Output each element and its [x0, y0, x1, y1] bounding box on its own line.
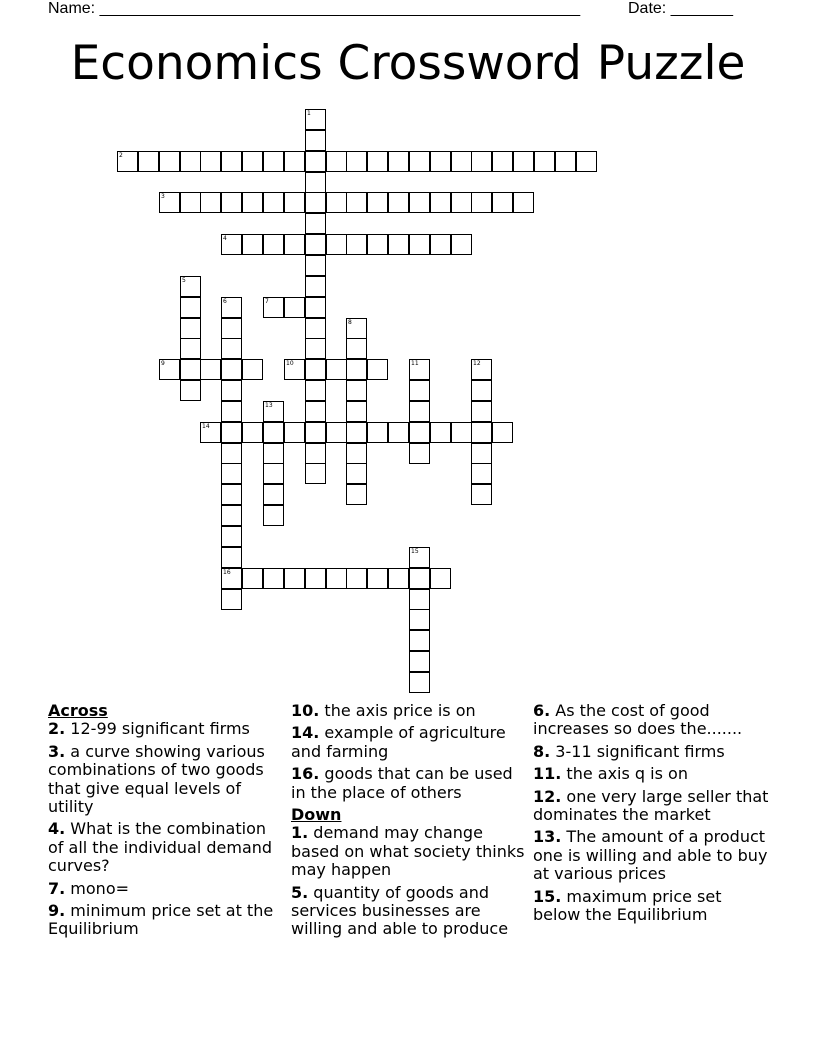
clue-item	[533, 788, 773, 825]
grid-cell[interactable]	[180, 359, 201, 380]
grid-cell[interactable]	[346, 380, 367, 401]
clue-number: 13	[265, 402, 273, 409]
clues-column-2	[291, 702, 526, 943]
grid-cell[interactable]	[117, 151, 138, 172]
grid-cell[interactable]	[242, 422, 263, 443]
clue-item-number: 14.	[291, 723, 320, 743]
clue-item-number: 15.	[533, 886, 562, 906]
grid-cell[interactable]	[409, 401, 430, 422]
grid-cell[interactable]	[346, 234, 367, 255]
grid-cell[interactable]	[513, 151, 534, 172]
grid-cell[interactable]	[326, 234, 347, 255]
grid-cell[interactable]	[471, 401, 492, 422]
grid-cell[interactable]	[305, 318, 326, 339]
grid-cell[interactable]	[346, 192, 367, 213]
grid-cell[interactable]	[159, 192, 180, 213]
grid-cell[interactable]	[305, 422, 326, 443]
grid-cell[interactable]	[326, 192, 347, 213]
grid-cell[interactable]	[409, 547, 430, 568]
grid-cell[interactable]	[180, 297, 201, 318]
clue-item	[291, 724, 526, 761]
clue-number: 1	[307, 110, 311, 117]
grid-cell[interactable]	[471, 443, 492, 464]
grid-cell[interactable]	[221, 422, 242, 443]
grid-cell[interactable]	[451, 234, 472, 255]
grid-cell[interactable]	[492, 192, 513, 213]
clue-number: 9	[161, 360, 165, 367]
grid-cell[interactable]	[263, 151, 284, 172]
grid-cell[interactable]	[284, 568, 305, 589]
grid-cell[interactable]	[221, 234, 242, 255]
grid-cell[interactable]	[409, 234, 430, 255]
grid-cell[interactable]	[409, 192, 430, 213]
grid-cell[interactable]	[284, 151, 305, 172]
grid-cell[interactable]	[263, 443, 284, 464]
clue-item	[291, 884, 526, 939]
grid-cell[interactable]	[471, 484, 492, 505]
clue-item-text: the axis q is on	[561, 764, 688, 784]
down-clue-list	[291, 824, 526, 938]
clue-number: 3	[161, 193, 165, 200]
grid-cell[interactable]	[471, 463, 492, 484]
grid-cell[interactable]	[305, 359, 326, 380]
clue-item	[291, 765, 526, 802]
grid-cell[interactable]	[263, 401, 284, 422]
clue-number: 6	[223, 298, 227, 305]
grid-cell[interactable]	[221, 443, 242, 464]
grid-cell[interactable]	[409, 630, 430, 651]
grid-cell[interactable]	[305, 234, 326, 255]
grid-cell[interactable]	[367, 359, 388, 380]
grid-cell[interactable]	[388, 568, 409, 589]
grid-cell[interactable]	[263, 568, 284, 589]
clue-number: 10	[286, 360, 294, 367]
grid-cell[interactable]	[305, 338, 326, 359]
grid-cell[interactable]	[305, 401, 326, 422]
across-heading: Across	[48, 701, 108, 720]
grid-cell[interactable]	[305, 213, 326, 234]
grid-cell[interactable]	[409, 380, 430, 401]
grid-cell[interactable]	[409, 568, 430, 589]
clue-item-text: minimum price set at the Equilibrium	[48, 901, 274, 939]
name-field[interactable]: Name: ______________________________________________________	[48, 0, 581, 17]
clue-item-number: 1.	[291, 823, 309, 843]
grid-cell[interactable]	[221, 151, 242, 172]
clue-item	[48, 720, 278, 738]
clue-item-number: 6.	[533, 701, 551, 720]
grid-cell[interactable]	[409, 359, 430, 380]
clue-item-number: 11.	[533, 764, 562, 784]
date-field[interactable]: Date: _______	[628, 0, 733, 17]
grid-cell[interactable]	[409, 443, 430, 464]
grid-cell[interactable]	[305, 276, 326, 297]
clue-item-text: The amount of a product one is willing and able to buy at various prices	[533, 827, 768, 884]
clue-item	[533, 765, 773, 783]
grid-cell[interactable]	[409, 422, 430, 443]
clue-item-text: the axis price is on	[319, 701, 476, 720]
grid-cell[interactable]	[326, 359, 347, 380]
clue-item-text: demand may change based on what society thinks may happen	[291, 823, 525, 880]
across-clue-list	[48, 720, 278, 938]
grid-cell[interactable]	[263, 192, 284, 213]
clue-number: 7	[265, 298, 269, 305]
grid-cell[interactable]	[471, 359, 492, 380]
grid-cell[interactable]	[180, 380, 201, 401]
grid-cell[interactable]	[200, 359, 221, 380]
clue-number: 5	[182, 277, 186, 284]
grid-cell[interactable]	[430, 568, 451, 589]
grid-cell[interactable]	[326, 151, 347, 172]
clue-item-number: 7.	[48, 878, 66, 898]
grid-cell[interactable]	[326, 422, 347, 443]
grid-cell[interactable]	[305, 297, 326, 318]
grid-cell[interactable]	[492, 151, 513, 172]
grid-cell[interactable]	[242, 359, 263, 380]
grid-cell[interactable]	[305, 568, 326, 589]
grid-cell[interactable]	[159, 151, 180, 172]
clue-item-number: 5.	[291, 882, 309, 902]
clue-item-number: 13.	[533, 827, 562, 847]
grid-cell[interactable]	[409, 651, 430, 672]
grid-cell[interactable]	[346, 359, 367, 380]
grid-cell[interactable]	[242, 151, 263, 172]
clue-item	[533, 743, 773, 761]
clue-number: 2	[119, 152, 123, 159]
grid-cell[interactable]	[346, 318, 367, 339]
clue-item-number: 10.	[291, 701, 320, 720]
grid-cell[interactable]	[409, 672, 430, 693]
grid-cell[interactable]	[200, 422, 221, 443]
grid-cell[interactable]	[388, 234, 409, 255]
grid-cell[interactable]	[471, 192, 492, 213]
grid-cell[interactable]	[367, 151, 388, 172]
grid-cell[interactable]	[471, 422, 492, 443]
grid-cell[interactable]	[180, 318, 201, 339]
clue-number: 11	[411, 360, 419, 367]
grid-cell[interactable]	[221, 484, 242, 505]
clue-number: 8	[348, 319, 352, 326]
grid-cell[interactable]	[451, 192, 472, 213]
grid-cell[interactable]	[305, 463, 326, 484]
grid-cell[interactable]	[221, 547, 242, 568]
grid-cell[interactable]	[305, 151, 326, 172]
clue-item	[291, 824, 526, 879]
grid-cell[interactable]	[263, 422, 284, 443]
grid-cell[interactable]	[284, 422, 305, 443]
grid-cell[interactable]	[409, 151, 430, 172]
grid-cell[interactable]	[305, 443, 326, 464]
grid-cell[interactable]	[451, 151, 472, 172]
grid-cell[interactable]	[388, 151, 409, 172]
grid-cell[interactable]	[346, 151, 367, 172]
grid-cell[interactable]	[159, 359, 180, 380]
clue-item-text: quantity of goods and services businesses are willing and able to produce	[291, 882, 509, 939]
grid-cell[interactable]	[200, 151, 221, 172]
grid-cell[interactable]	[305, 172, 326, 193]
grid-cell[interactable]	[221, 192, 242, 213]
grid-cell[interactable]	[388, 192, 409, 213]
clue-item-number: 8.	[533, 741, 551, 761]
clue-item	[533, 828, 773, 883]
clue-item-text: a curve showing various combinations of two goods that give equal levels of utility	[48, 741, 265, 817]
grid-cell[interactable]	[138, 151, 159, 172]
grid-cell[interactable]	[430, 422, 451, 443]
grid-cell[interactable]	[242, 192, 263, 213]
grid-cell[interactable]	[305, 109, 326, 130]
clue-number: 15	[411, 548, 419, 555]
grid-cell[interactable]	[284, 297, 305, 318]
grid-cell[interactable]	[180, 338, 201, 359]
clue-item	[48, 902, 278, 939]
across-clue-list-continued	[291, 702, 526, 802]
clue-item	[48, 820, 278, 875]
clue-item-text: What is the combination of all the individual demand curves?	[48, 819, 273, 876]
clue-item	[533, 702, 773, 739]
down-heading: Down	[291, 805, 342, 825]
grid-cell[interactable]	[284, 359, 305, 380]
grid-cell[interactable]	[305, 130, 326, 151]
clue-number: 4	[223, 235, 227, 242]
grid-cell[interactable]	[221, 463, 242, 484]
grid-cell[interactable]	[367, 234, 388, 255]
grid-cell[interactable]	[346, 443, 367, 464]
clue-item-number: 12.	[533, 786, 562, 806]
clue-item-number: 2.	[48, 719, 66, 739]
clue-item-text: 12-99 significant firms	[65, 719, 250, 739]
grid-cell[interactable]	[221, 589, 242, 610]
grid-cell[interactable]	[221, 526, 242, 547]
grid-cell[interactable]	[305, 380, 326, 401]
grid-cell[interactable]	[221, 568, 242, 589]
clue-item-number: 16.	[291, 764, 320, 784]
clue-item-text: example of agriculture and farming	[291, 723, 506, 761]
grid-cell[interactable]	[284, 234, 305, 255]
grid-cell[interactable]	[326, 568, 347, 589]
grid-cell[interactable]	[346, 463, 367, 484]
grid-cell[interactable]	[492, 422, 513, 443]
grid-cell[interactable]	[471, 380, 492, 401]
clue-item-number: 4.	[48, 819, 66, 839]
grid-cell[interactable]	[200, 192, 221, 213]
clue-number: 14	[202, 423, 210, 430]
grid-cell[interactable]	[180, 276, 201, 297]
clue-item	[48, 880, 278, 898]
clue-number: 12	[473, 360, 481, 367]
page-title: Economics Crossword Puzzle	[70, 36, 746, 91]
grid-cell[interactable]	[409, 589, 430, 610]
grid-cell[interactable]	[305, 255, 326, 276]
clue-item-text: 3-11 significant firms	[550, 741, 725, 761]
grid-cell[interactable]	[263, 297, 284, 318]
clue-item-text: maximum price set below the Equilibrium	[533, 886, 722, 925]
grid-cell[interactable]	[221, 380, 242, 401]
grid-cell[interactable]	[471, 151, 492, 172]
grid-cell[interactable]	[221, 338, 242, 359]
grid-cell[interactable]	[242, 568, 263, 589]
grid-cell[interactable]	[346, 401, 367, 422]
grid-cell[interactable]	[367, 568, 388, 589]
clue-item	[48, 743, 278, 817]
clue-item-number: 9.	[48, 901, 66, 921]
clues-column-1	[48, 702, 278, 943]
grid-cell[interactable]	[180, 192, 201, 213]
grid-cell[interactable]	[451, 422, 472, 443]
clue-number: 16	[223, 569, 231, 576]
grid-cell[interactable]	[263, 484, 284, 505]
grid-cell[interactable]	[388, 422, 409, 443]
grid-cell[interactable]	[555, 151, 576, 172]
clue-item-text: mono=	[65, 878, 130, 898]
grid-cell[interactable]	[346, 568, 367, 589]
grid-cell[interactable]	[430, 192, 451, 213]
grid-cell[interactable]	[221, 297, 242, 318]
clue-item	[533, 888, 773, 925]
grid-cell[interactable]	[346, 484, 367, 505]
clue-item-text: goods that can be used in the place of others	[291, 764, 513, 802]
grid-cell[interactable]	[430, 234, 451, 255]
grid-cell[interactable]	[221, 318, 242, 339]
grid-cell[interactable]	[367, 192, 388, 213]
grid-cell[interactable]	[346, 338, 367, 359]
grid-cell[interactable]	[263, 234, 284, 255]
clue-item-text: As the cost of good increases so does the.......	[533, 701, 743, 739]
clue-item-text: one very large seller that dominates the market	[533, 786, 769, 825]
grid-cell[interactable]	[263, 463, 284, 484]
grid-cell[interactable]	[242, 234, 263, 255]
grid-cell[interactable]	[534, 151, 555, 172]
grid-cell[interactable]	[221, 505, 242, 526]
down-clue-list-continued	[533, 702, 773, 924]
clue-item	[291, 702, 526, 720]
grid-cell[interactable]	[409, 609, 430, 630]
grid-cell[interactable]	[430, 151, 451, 172]
grid-cell[interactable]	[221, 359, 242, 380]
grid-cell[interactable]	[346, 422, 367, 443]
grid-cell[interactable]	[263, 505, 284, 526]
grid-cell[interactable]	[513, 192, 534, 213]
clue-item-number: 3.	[48, 741, 66, 761]
grid-cell[interactable]	[180, 151, 201, 172]
grid-cell[interactable]	[305, 192, 326, 213]
grid-cell[interactable]	[367, 422, 388, 443]
grid-cell[interactable]	[221, 401, 242, 422]
clues-column-3	[533, 702, 773, 928]
grid-cell[interactable]	[284, 192, 305, 213]
grid-cell[interactable]	[576, 151, 597, 172]
